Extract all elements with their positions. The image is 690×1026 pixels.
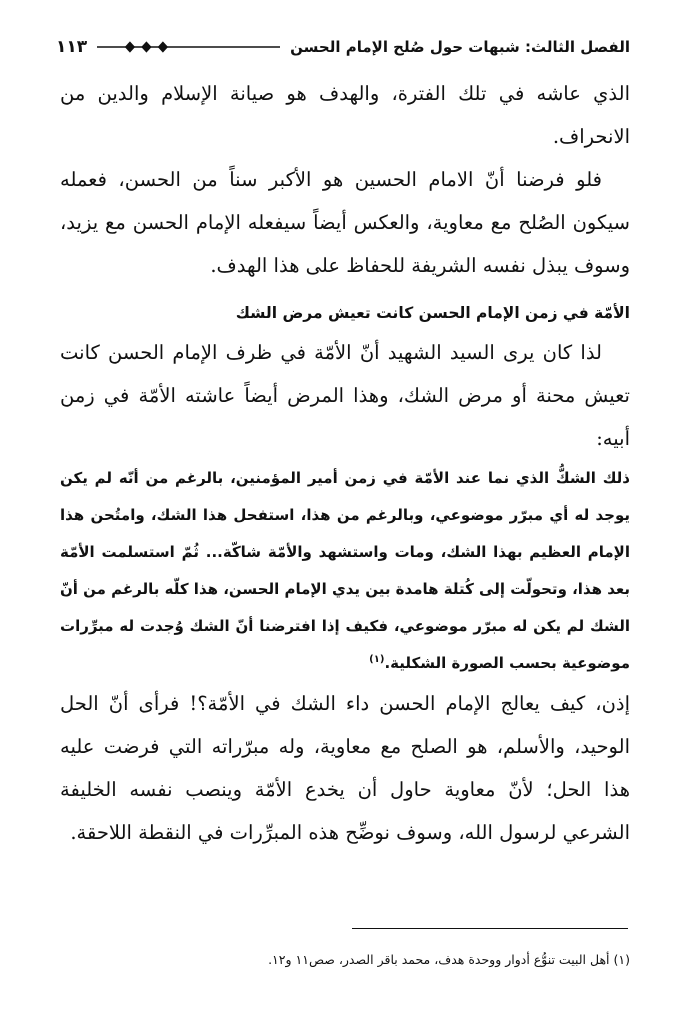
header-ornament <box>97 40 280 54</box>
paragraph: إذن، كيف يعالج الإمام الحسن داء الشك في الأمّة؟! فرأى أنّ الحل الوحيد، والأسلم، هو الصلح مع معاوية، وله مبرّراته التي فرضت عليه هذا الحل؛ لأنّ معاوية حاول أن يخدع الأمّة وينصب نفسه الخليفة الشرعي لرسول الله، وسوف نوضِّح هذه المبرِّرات في النقطة اللاحقة. <box>60 692 630 844</box>
paragraph: لذا كان يرى السيد الشهيد أنّ الأمّة في ظرف الإمام الحسن كانت تعيش محنة أو مرض الشك، وهذا المرض أيضاً عاشته الأمّة في زمن أبيه: <box>60 341 630 450</box>
footnote-separator <box>352 928 628 929</box>
section-heading: الأمّة في زمن الإمام الحسن كانت تعيش مرض الشك <box>235 304 630 322</box>
quote-text: ذلك الشكُّ الذي نما عند الأمّة في زمن أمير المؤمنين، بالرغم من أنّه لم يكن يوجد له أي مبرّر موضوعي، وبالرغم من هذا، استفحل هذا الشك، وامتُحن هذا الإمام العظيم بهذا الشك، ومات واستشهد والأمّة شاكّة... ثُمّ استسلمت الأمّة بعد هذا، وتحولّت إلى كُتلة هامدة بين يدي الإمام الحسن، هذا كلّه بالرغم من أنّ الشك لم يكن له مبرّر موضوعي، فكيف إذا افترضنا أنّ الشك وُجدت له مبرِّرات موضوعية بحسب الصورة الشكلية. <box>60 469 630 672</box>
main-text <box>60 72 630 854</box>
paragraph: الذي عاشه في تلك الفترة، والهدف هو صيانة الإسلام والدين من الانحراف. <box>60 82 630 148</box>
chapter-title: الفصل الثالث: شبهات حول صُلح الإمام الحسن <box>290 38 630 56</box>
block-quote <box>60 460 630 682</box>
running-header <box>56 36 630 58</box>
page-number: ١١٣ <box>56 37 88 57</box>
paragraph: فلو فرضنا أنّ الامام الحسين هو الأكبر سناً من الحسن، فعمله سيكون الصُلح مع معاوية، والعكس أيضاً سيفعله الإمام الحسن مع يزيد، وسوف يبذل نفسه الشريفة للحفاظ على هذا الهدف. <box>60 168 630 277</box>
footnote: (١) أهل البيت تنوُّع أدوار ووحدة هدف، محمد باقر الصدر، صص١١ و١٢. <box>268 952 630 967</box>
footnote-reference: (١) <box>369 654 385 665</box>
